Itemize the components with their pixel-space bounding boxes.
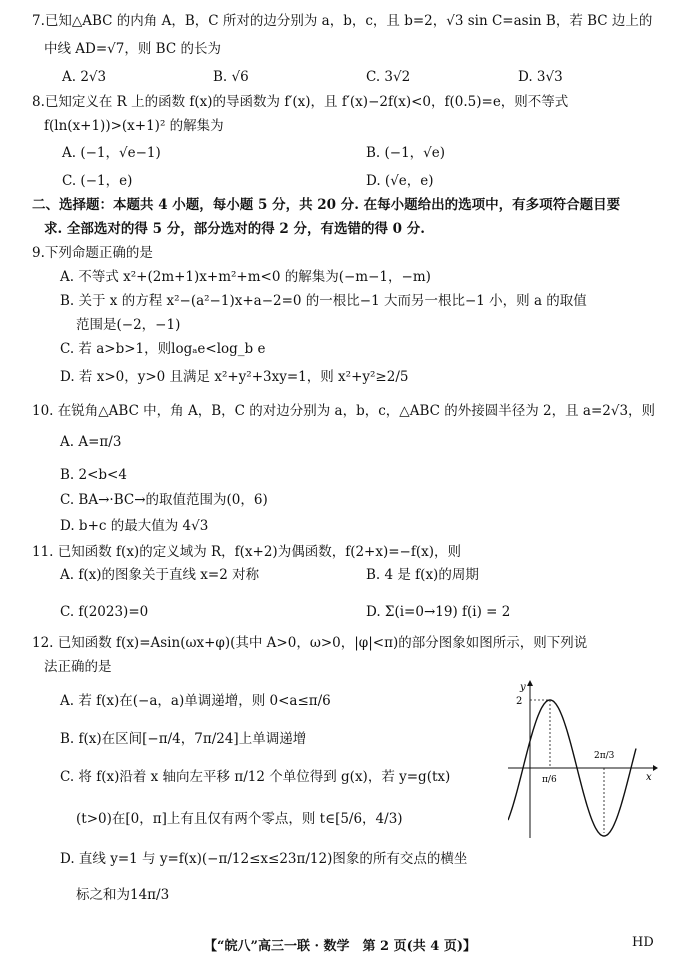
q12-option-c-line1: C. 将 f(x)沿着 x 轴向左平移 π/12 个单位得到 g(x)，若 y=g(tx) — [60, 769, 451, 785]
q8-option-c: C. (−1，e) — [62, 173, 133, 189]
q10-option-a: A. A=π/3 — [60, 434, 122, 450]
section2-heading-line2: 求. 全部选对的得 5 分，部分选对的得 2 分，有选错的得 0 分. — [44, 221, 425, 237]
page-code: HD — [632, 935, 654, 950]
q9-option-b-line2: 范围是(−2，−1) — [76, 317, 181, 333]
graph-axes — [508, 680, 658, 838]
y-tick-label: 2 — [516, 696, 523, 707]
q8-option-d: D. (√e，e) — [366, 173, 434, 189]
q9-stem: 9.下列命题正确的是 — [32, 245, 153, 261]
q8-option-a: A. (−1，√e−1) — [62, 145, 161, 161]
q8-stem-line1: 8.已知定义在 R 上的函数 f(x)的导函数为 f′(x)，且 f′(x)−2f(x)<0，f(0.5)=e，则不等式 — [32, 94, 569, 110]
q11-option-d: D. Σ(i=0→19) f(i) = 2 — [366, 604, 511, 620]
q9-option-c: C. 若 a>b>1，则logₐe<log_b e — [60, 341, 266, 357]
sine-graph-figure — [508, 678, 658, 838]
q12-option-b: B. f(x)在区间[−π/4，7π/24]上单调递增 — [60, 731, 307, 747]
page-footer: 【“皖八”高三一联 · 数学 第 2 页(共 4 页)】 — [204, 939, 477, 954]
x-tick-label-1: π/6 — [542, 775, 557, 785]
x-axis-arrow-icon — [653, 765, 658, 771]
y-axis-arrow-icon — [527, 680, 533, 686]
q8-stem-line2: f(ln(x+1))>(x+1)² 的解集为 — [44, 118, 224, 134]
q12-option-c-line2: (t>0)在[0，π]上有且仅有两个零点，则 t∈[5/6，4/3) — [76, 811, 403, 827]
q7-option-a: A. 2√3 — [62, 69, 107, 85]
q11-option-a: A. f(x)的图象关于直线 x=2 对称 — [60, 567, 260, 583]
x-axis-label: x — [646, 772, 652, 783]
section2-heading-line1: 二、选择题：本题共 4 小题，每小题 5 分，共 20 分. 在每小题给出的选项中，有多项符合题目要 — [32, 197, 621, 213]
y-axis-label: y — [520, 682, 526, 693]
q10-option-b: B. 2<b<4 — [60, 467, 127, 483]
q8-option-b: B. (−1，√e) — [366, 145, 446, 161]
q10-option-c: C. BA→·BC→的取值范围为(0，6) — [60, 492, 268, 508]
q12-stem-line1: 12. 已知函数 f(x)=Asin(ωx+φ)(其中 A>0，ω>0，|φ|<π)的部分图象如图所示，则下列说 — [32, 635, 588, 651]
q9-option-b-line1: B. 关于 x 的方程 x²−(a²−1)x+a−2=0 的一根比−1 大而另一根比−1 小，则 a 的取值 — [60, 293, 587, 309]
q12-option-d-line1: D. 直线 y=1 与 y=f(x)(−π/12≤x≤23π/12)图象的所有交点的横坐 — [60, 851, 468, 867]
q12-stem-line2: 法正确的是 — [44, 659, 112, 675]
q11-stem: 11. 已知函数 f(x)的定义域为 R，f(x+2)为偶函数，f(2+x)=−f(x)，则 — [32, 544, 462, 560]
q7-stem-line2: 中线 AD=√7，则 BC 的长为 — [44, 41, 221, 57]
q12-option-d-line2: 标之和为14π/3 — [76, 887, 170, 903]
q9-option-d: D. 若 x>0，y>0 且满足 x²+y²+3xy=1，则 x²+y²≥2/5 — [60, 369, 409, 385]
q7-option-d: D. 3√3 — [518, 69, 563, 85]
x-tick-label-2: 2π/3 — [594, 751, 615, 761]
q7-option-c: C. 3√2 — [366, 69, 411, 85]
q11-option-b: B. 4 是 f(x)的周期 — [366, 567, 479, 583]
q12-option-a: A. 若 f(x)在(−a，a)单调递增，则 0<a≤π/6 — [60, 693, 331, 709]
q7-stem-line1: 7.已知△ABC 的内角 A，B，C 所对的边分别为 a，b，c，且 b=2，√3 sin C=asin B，若 BC 边上的 — [32, 13, 653, 29]
q7-option-b: B. √6 — [213, 69, 249, 85]
q9-option-a: A. 不等式 x²+(2m+1)x+m²+m<0 的解集为(−m−1，−m) — [60, 269, 431, 285]
q10-stem: 10. 在锐角△ABC 中，角 A，B，C 的对边分别为 a，b，c，△ABC 的外接圆半径为 2，且 a=2√3，则 — [32, 403, 656, 419]
q10-option-d: D. b+c 的最大值为 4√3 — [60, 518, 209, 534]
q11-option-c: C. f(2023)=0 — [60, 604, 149, 620]
